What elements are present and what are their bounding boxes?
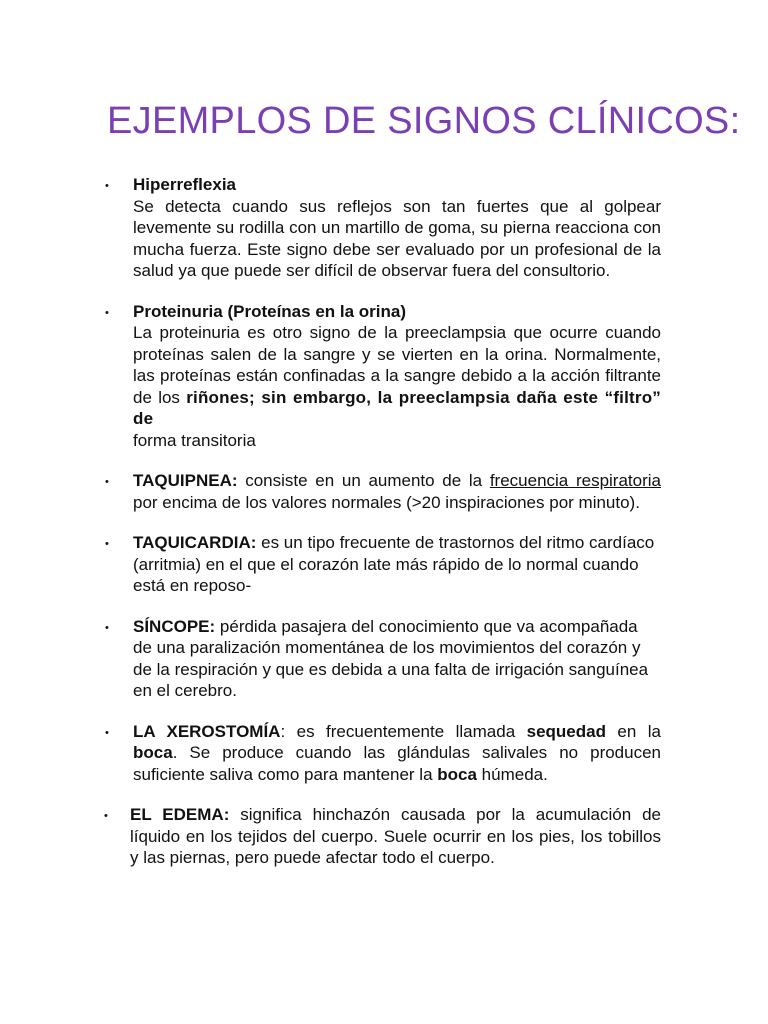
bullet-icon: • [105, 726, 109, 739]
list-item-hiperreflexia [0, 174, 768, 282]
item-body: consiste en un aumento de la [237, 471, 490, 490]
item-text [133, 721, 661, 786]
item-body: significa hinchazón causada por la acumulación de líquido en los tejidos del cuerpo. Suele ocurrir en los pies, los tobillos y las piernas, pero puede afectar todo el cuerpo. [130, 805, 661, 867]
item-heading: SÍNCOPE: [133, 616, 216, 636]
bullet-icon: • [105, 180, 109, 192]
item-body: en la [605, 721, 662, 741]
item-body: es un tipo frecuente de trastornos del ritmo cardíaco (arritmia) en el que el corazón late más rápido de lo normal cuando está en reposo- [133, 533, 655, 595]
item-body: Se detecta cuando sus reflejos son tan fuertes que al golpear levemente su rodilla con un martillo de goma, su pierna reacciona con mucha fuerza. Este signo debe ser evaluado por un profesional de la salud ya que puede ser difícil de observar fuera del consultorio. [133, 196, 661, 280]
item-body: pérdida pasajera del conocimiento que va acompañada de una paralización momentánea de los movimientos del corazón y de la respiración y que es debida a una falta de irrigación sanguínea en el cerebro. [133, 616, 649, 700]
item-heading: TAQUIPNEA: [133, 471, 238, 490]
clinical-signs-list [0, 174, 768, 888]
bullet-icon: • [104, 810, 108, 822]
item-body: húmeda. [476, 764, 548, 784]
item-body: : es frecuentemente llamada [280, 721, 527, 741]
list-item-taquicardia [0, 532, 768, 597]
item-body-end: por encima de los valores normales (>20 inspiraciones por minuto). [133, 492, 640, 512]
bullet-icon: • [105, 476, 109, 488]
item-bold-text: riñones [186, 387, 250, 407]
bullet-icon: • [105, 621, 109, 634]
list-item-proteinuria [0, 301, 768, 452]
item-body: . Se produce cuando las glándulas salivales no producen suficiente saliva como para mantener la [133, 743, 661, 784]
item-body-end: forma transitoria [133, 430, 256, 450]
item-heading: Hiperreflexia [133, 175, 236, 194]
item-heading: EL EDEMA: [130, 805, 230, 824]
item-text [133, 174, 661, 282]
item-heading: LA XEROSTOMÍA [133, 721, 281, 741]
list-item-sincope [0, 616, 768, 702]
item-body: La proteinuria es otro signo de la preeclampsia que ocurre cuando proteínas salen de la sangre y se vierten en la orina. Normalmente, las proteínas están confinadas a la sangre debido a la acción filtrante de los [133, 323, 661, 407]
list-item-xerostomia [0, 721, 768, 786]
list-item-taquipnea [0, 470, 768, 513]
frecuencia-respiratoria-link[interactable]: frecuencia respiratoria [489, 471, 661, 490]
page-title: EJEMPLOS DE SIGNOS CLÍNICOS: [107, 100, 741, 142]
item-heading: TAQUICARDIA: [133, 533, 257, 552]
item-bold-text: ; sin embargo, la preeclampsia daña este “filtro” de [133, 387, 661, 428]
item-text [133, 470, 661, 513]
item-text [133, 616, 661, 702]
item-text [133, 532, 661, 597]
bullet-icon: • [105, 538, 109, 550]
item-text [130, 804, 661, 869]
item-heading: Proteinuria (Proteínas en la orina) [133, 301, 407, 321]
item-bold-text: boca [133, 743, 173, 762]
item-bold-text: boca [437, 764, 477, 784]
item-bold-text: sequedad [526, 721, 606, 741]
item-text [133, 301, 661, 452]
list-item-edema [0, 804, 768, 869]
bullet-icon: • [105, 306, 109, 319]
